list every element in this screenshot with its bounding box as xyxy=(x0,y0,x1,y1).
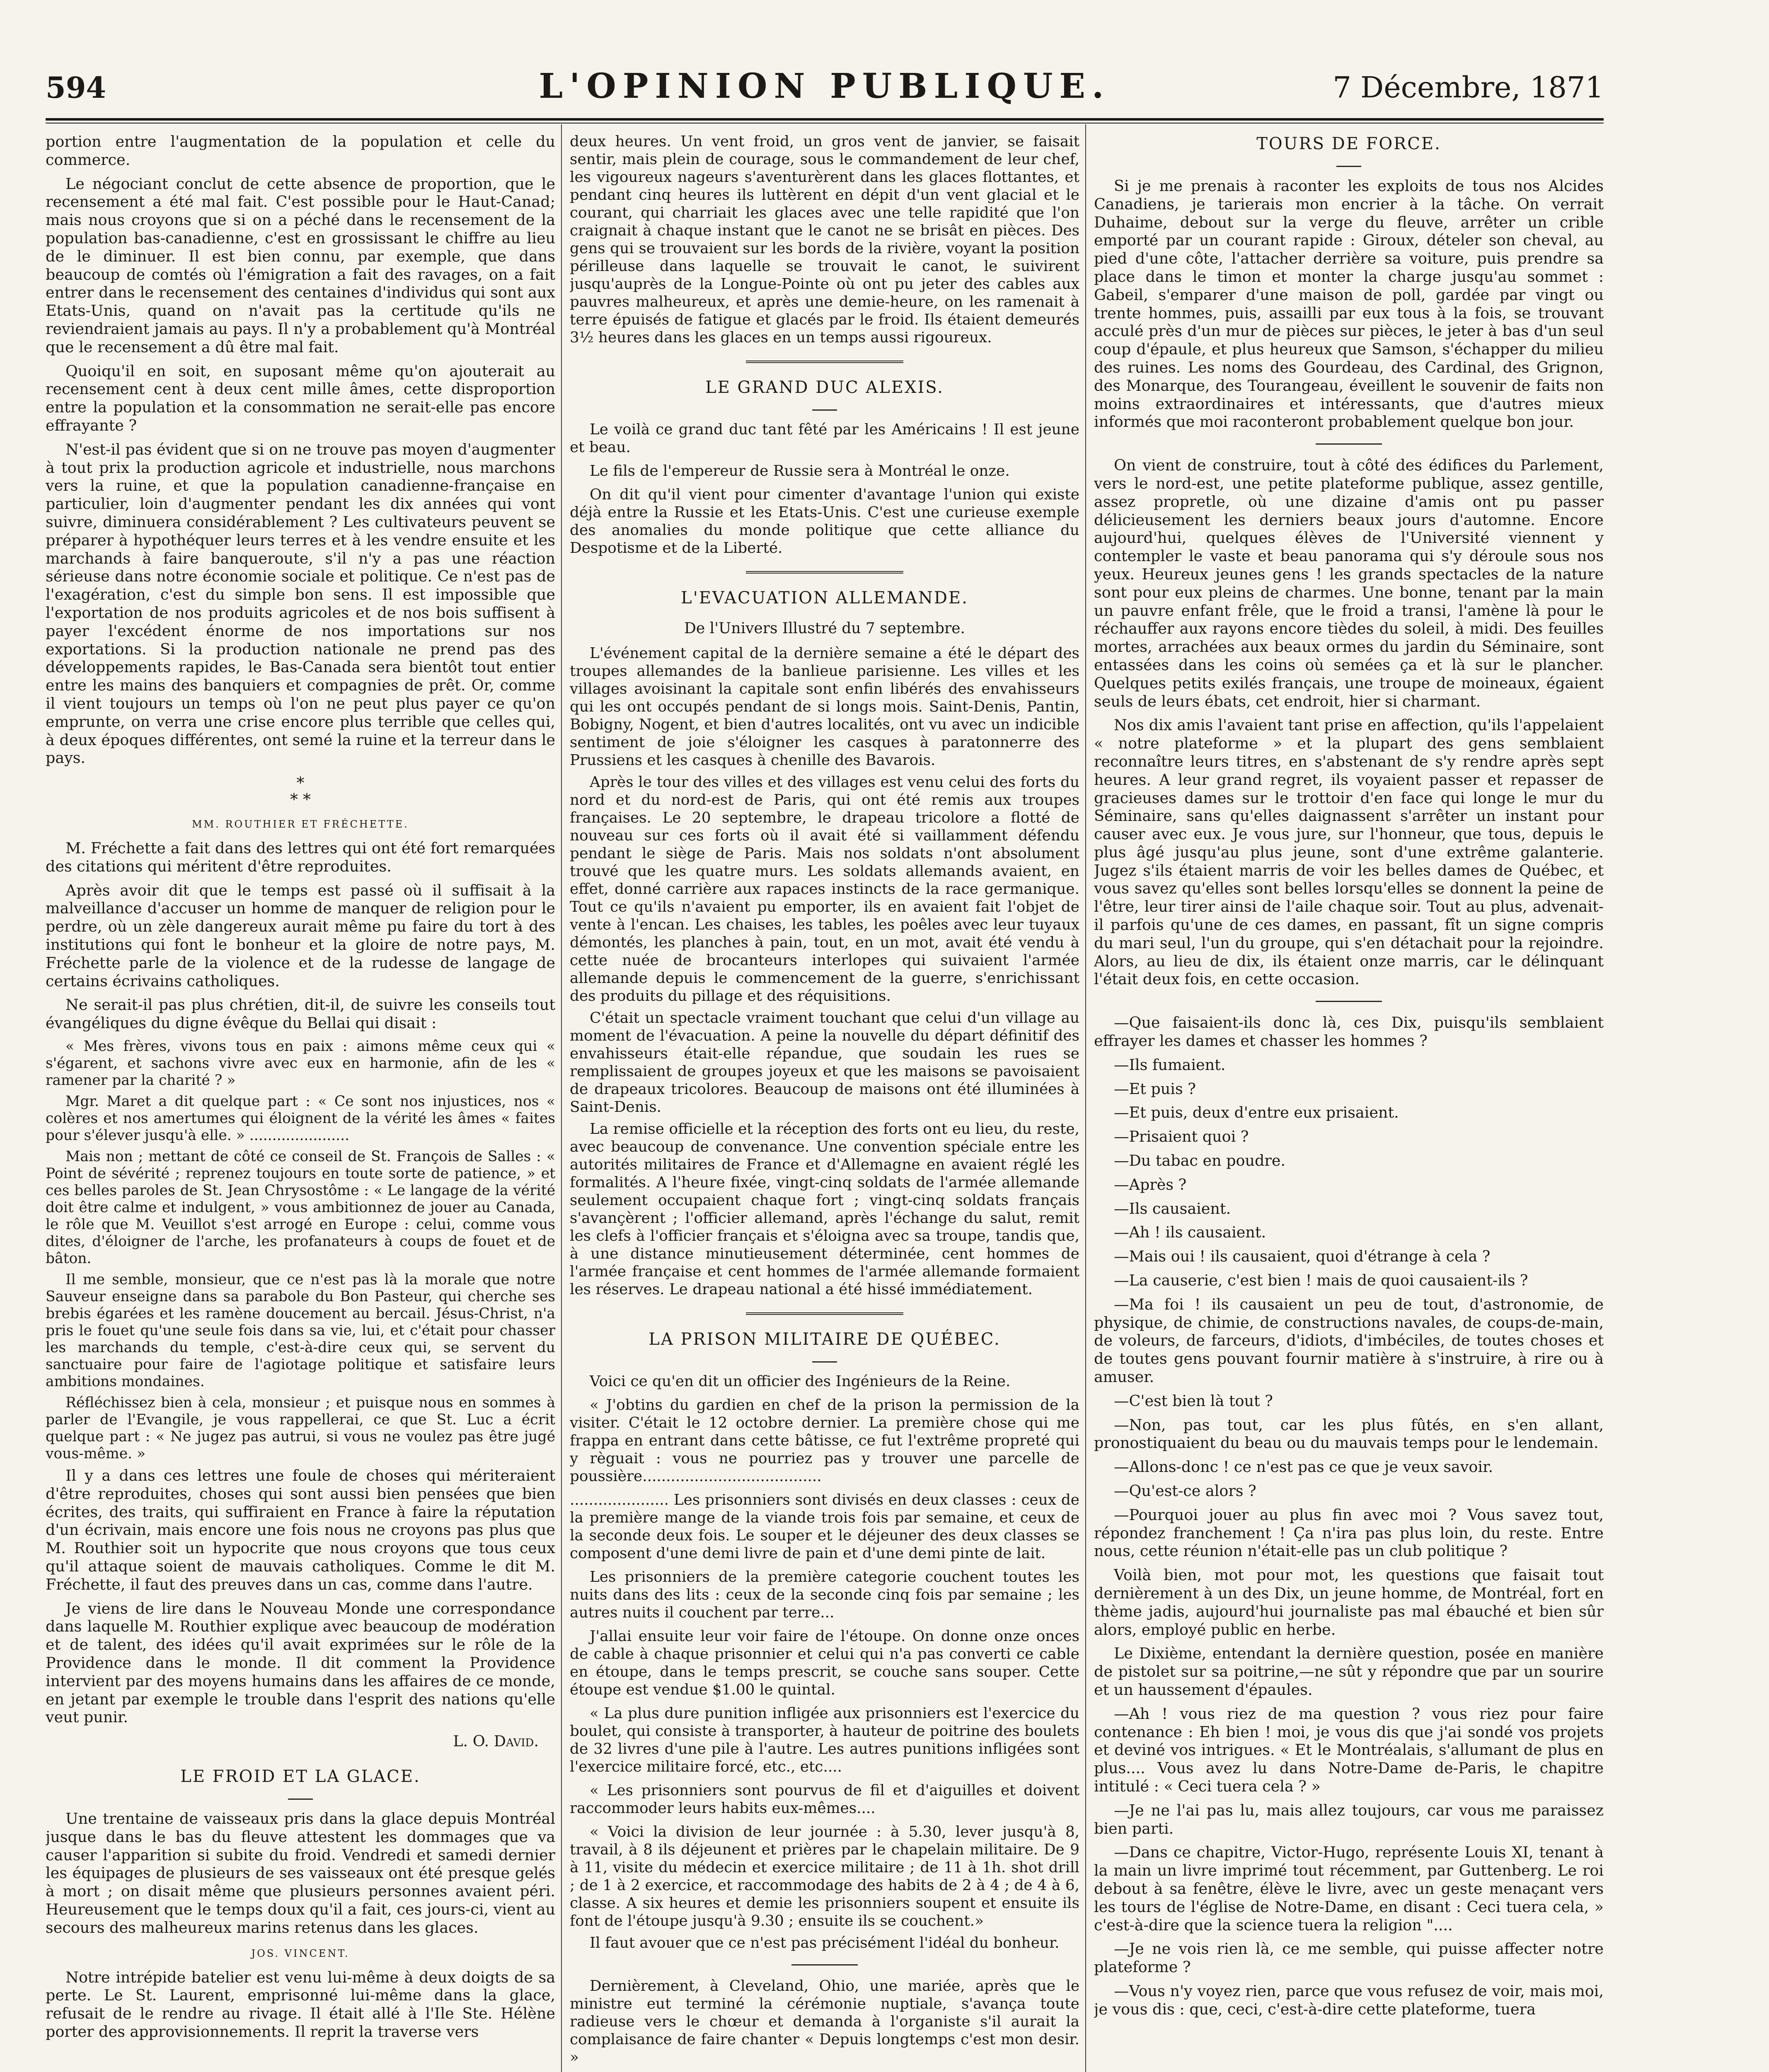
paragraph: Ne serait-il pas plus chrétien, dit-il, de suivre les conseils tout évangéliques du digne évêque du Bellai qui disait : xyxy=(46,996,555,1032)
article-heading: LE GRAND DUC ALEXIS. xyxy=(705,378,944,397)
paragraph: La remise officielle et la réception des forts ont eu lieu, du reste, avec beaucoup de convenance. Une convention spéciale entre les autorités militaires de France et d'Allemagne en avaient réglé les formalités. A l'heure fixée, vingt-cinq soldats de l'armée allemande seulement occupaient chaque fort ; vingt-cinq soldats français s'avançèrent ; l'officier allemand, après l'échange du salut, remit les clefs à l'officier français et s'éloigna avec sa troupe, tandis que, à une distance minutieusement déterminée, cent hommes de l'armée française et cent hommes de l'armée allemande formaient les réserves. Le drapeau national a été hissé immédiatement. xyxy=(570,1121,1079,1298)
dialogue-line: —Ils fumaient. xyxy=(1114,1055,1226,1074)
subsection-heading: MM. ROUTHIER ET FRÉCHETTE. xyxy=(192,818,409,830)
dialogue-line: —Que faisaient-ils donc là, ces Dix, puisqu'ils semblaient effrayer les dames et chasser les hommes ? xyxy=(1094,1014,1604,1050)
section-rule xyxy=(1316,443,1382,445)
paragraph: Le Dixième, entendant la dernière question, posée en manière de pistolet sur sa poitrine,—ne sût y répondre que par un sourire et un haussement d'épaules. xyxy=(1094,1644,1604,1699)
heading-rule xyxy=(812,1361,837,1363)
dialogue-line: —Ah ! ils causaient. xyxy=(1114,1223,1266,1242)
dialogue-line: —Non, pas tout, car les plus fûtés, en s'en allant, pronostiquaient du beau ou du mauvais temps pour le lendemain. xyxy=(1094,1416,1604,1452)
masthead xyxy=(46,66,1604,112)
paragraph: Je viens de lire dans le Nouveau Monde une correspondance dans laquelle M. Routhier explique avec beaucoup de modération et de talent, des idées qu'il avait exprimées sur le rôle de la Providence dans le monde. Il dit comment la Providence intervient par des moyens humains dans les affaires de ce monde, en jetant par exemple le trouble dans l'esprit des nations qu'elle veut punir. xyxy=(46,1599,555,1726)
dialogue-line: —Du tabac en poudre. xyxy=(1114,1152,1286,1170)
paragraph: Le fils de l'empereur de Russie sera à Montréal le onze. xyxy=(590,462,1010,479)
quotation-block xyxy=(46,1038,555,1462)
dialogue-line: —La causerie, c'est bien ! mais de quoi causaient-ils ? xyxy=(1114,1271,1528,1290)
paragraph: —Dans ce chapitre, Victor-Hugo, représente Louis XI, tenant à la main un livre imprimé tout récemment, par Guttenberg. Le roi debout à sa fenêtre, élève le livre, avec un geste menaçant vers les tours de l'église de Notre-Dame, en disant : Ceci tuera cela, » c'est-à-dire que la science tuera la religion ".... xyxy=(1094,1843,1604,1934)
quote-paragraph: Mais non ; mettant de côté ce conseil de St. François de Salles : « Point de sévérité ; reprenez toujours en toute sorte de patience, » et ces belles paroles de St. Jean Chrysostôme : « Le langage de la vérité doit être calme et indulgent, » vous ambitionnez de jouer au Canada, le rôle que M. Veuillot s'est arrogé en Europe : celui, comme vous dites, d'éloigner de l'arche, les profanateurs à coups de fouet et de bâton. xyxy=(46,1148,555,1267)
dialogue-line: —Qu'est-ce alors ? xyxy=(1114,1482,1256,1500)
paragraph: « J'obtins du gardien en chef de la prison la permission de la visiter. C'était le 12 octobre dernier. La première chose qui me frappa en entrant dans cette bâtisse, ce fut l'extrême propreté qui y règuait : vous ne pourriez pas y trouver une parcelle de poussière...................................... xyxy=(570,1397,1079,1485)
page-number: 594 xyxy=(46,70,106,105)
paragraph: —Je ne vois rien là, ce me semble, qui puisse affecter notre plateforme ? xyxy=(1094,1940,1604,1976)
dialogue-line: —Et puis, deux d'entre eux prisaient. xyxy=(1114,1104,1399,1122)
quote-paragraph: Réfléchissez bien à cela, monsieur ; et puisque nous en sommes à parler de l'Evangile, je vous rappellerai, ce que St. Luc a écrit quelque part : « Ne jugez pas autrui, si vous ne voulez pas être jugé vous-même. » xyxy=(46,1394,555,1462)
paragraph: On vient de construire, tout à côté des édifices du Parlement, vers le nord-est, une petite plateforme publique, assez gentille, assez propretle, où une dizaine d'amis ont pu passer délicieusement les derniers beaux jours d'automne. Encore aujourd'hui, quelques élèves de l'Université viennent y contempler le vaste et beau panorama qui s'y déroule sous nos yeux. Heureux jeunes gens ! les grands spectacles de la nature sont pour eux pleins de charmes. Une bonne, tenant par la main un pauvre enfant frêle, que le froid a transi, l'amène là pour le réchauffer aux rayons encore tièdes du soleil, à midi. Des feuilles mortes, arrachées aux beaux ormes du jardin du Séminaire, sont entassées dans les coins où semées ça et là sur le plancher. Quelques petits exilés français, une troupe de moineaux, égaient seuls de leurs ébats, cet endroit, hier si charmant. xyxy=(1094,456,1604,710)
schedule-block xyxy=(570,1823,1079,1930)
section-double-rule xyxy=(746,361,903,363)
paragraph: Il y a dans ces lettres une foule de choses qui mériteraient d'être reproduites, choses qui sont aussi bien pensées que bien écrites, des traits, qui suffiraient en France à faire la réputation d'un écrivain, mais encore une fois nous ne croyons pas plus que M. Routhier soit un hypocrite que nous croyons que tous ceux qu'il attaque soient de mauvais catholiques. Comme le dit M. Fréchette, il faut des preuves dans un cas, comme dans l'autre. xyxy=(46,1467,555,1593)
paragraph: deux heures. Un vent froid, un gros vent de janvier, se faisait sentir, mais plein de courage, sous le commandement de leur chef, les vigoureux nageurs s'aventurèrent dans les glaces flottantes, et pendant cinq heures ils luttèrent en dépit d'un vent glacial et le courant, qui charriait les glaces avec une telle rapidité que l'on craignait à chaque instant que le canot ne se brisât en pièces. Des gens qui se trouvaient sur les bords de la rivière, voyant la position périlleuse dans laquelle se trouvait le canot, le suivirent jusqu'auprès de la Longue-Pointe où ont pu jeter des cables aux pauvres malheureux, et après une demie-heure, on les ramenait à terre épuisés de fatigue et glacés par le froid. Ils étaient demeurés 3½ heures dans les glaces en un temps aussi rigoureux. xyxy=(570,133,1079,346)
heading-rule xyxy=(812,409,837,411)
dialogue-line: —C'est bien là tout ? xyxy=(1114,1392,1273,1410)
section-double-rule xyxy=(746,571,903,574)
heading-rule xyxy=(1336,166,1361,167)
paragraph: —Je ne l'ai pas lu, mais allez toujours, car vous me paraissez bien parti. xyxy=(1094,1801,1604,1837)
dialogue-line: —Après ? xyxy=(1114,1175,1187,1193)
article-heading: LE FROID ET LA GLACE. xyxy=(180,1767,421,1786)
subsection-heading: JOS. VINCENT. xyxy=(251,1947,350,1959)
paragraph: Une trentaine de vaisseaux pris dans la glace depuis Montréal jusque dans le bas du fleuve attestent les dommages que va causer l'apparition si subite du froid. Vendredi et samedi dernier les équipages de plusieurs de ses vaisseaux ont été presque gelés à mort ; on disait même que plusieurs personnes avaient péri. Heureusement que le temps doux qu'il a fait, ces jours-ci, vient au secours des malheureux marins retenus dans les glaces. xyxy=(46,1810,555,1936)
column-3 xyxy=(1094,133,1604,2072)
paragraph: Voilà bien, mot pour mot, les questions que faisait tout dernièrement à un des Dix, un jeune homme, de Montréal, fort en thème jadis, aujourd'hui journaliste pas mal ébauché et bien sûr alors, employé public en herbe. xyxy=(1094,1566,1604,1639)
section-rule xyxy=(791,1964,858,1965)
article-source: De l'Univers Illustré du 7 septembre. xyxy=(684,620,965,637)
dialogue-line: —Mais oui ! ils causaient, quoi d'étrange à cela ? xyxy=(1114,1247,1491,1266)
column-2 xyxy=(570,133,1079,2072)
section-rule xyxy=(1316,1001,1382,1002)
paragraph: Après avoir dit que le temps est passé où il suffisait à la malveillance d'accuser un homme de manquer de religion pour le perdre, où un zèle dangereux aurait même pu faire du tort à des institutions qui font le bonheur et la gloire de notre pays, M. Fréchette parle de la violence et de la rudesse de langage de certains écrivains catholiques. xyxy=(46,881,555,990)
dialogue-line: —Allons-donc ! ce n'est pas ce que je veux savoir. xyxy=(1114,1458,1493,1476)
section-double-rule xyxy=(746,1312,903,1315)
paragraph: Le voilà ce grand duc tant fêté par les Américains ! Il est jeune et beau. xyxy=(570,421,1079,456)
paragraph: L'événement capital de la dernière semaine a été le départ des troupes allemandes de la banlieue parisienne. Les villes et les villages avoisinant la capitale sont enfin libérés des envahisseurs qui les ont occupés pendant de si longs mois. Saint-Denis, Pantin, Bobigny, Nogent, et bien d'autres localités, ont vu avec un indicible sentiment de joie s'éloigner les casques à paratonnerre des Prussiens et les casques à chenille des Bavarois. xyxy=(570,645,1079,769)
column-divider xyxy=(561,124,562,2072)
paragraph: « La plus dure punition infligée aux prisonniers est l'exercice du boulet, qui consiste à transporter, à hauteur de poitrine des boulets de 32 livres d'une pile à l'autre. Les autres punitions infligées sont l'exercice militaire forcé, etc., etc.... xyxy=(570,1705,1079,1775)
masthead-rule xyxy=(46,118,1604,121)
paragraph: Quoiqu'il en soit, en suposant même qu'on ajouterait au recensement cent à deux cent mille âmes, cette disproportion entre la population et la consommation ne serait-elle pas encore effrayante ? xyxy=(46,362,555,434)
paragraph: J'allai ensuite leur voir faire de l'étoupe. On donne onze onces de cable à chaque prisonnier et celui qui n'a pas converti ce cable en étoupe, dans le temps prescrit, se couche sans souper. Cette étoupe est vendue $1.00 le quintal. xyxy=(570,1628,1079,1698)
paragraph: —Ah ! vous riez de ma question ? vous riez pour faire contenance : Eh bien ! moi, je vous dis que j'ai sondé vos projets et deviné vos intrigues. « Et le Montréalais, s'allumant de plus en plus.... Vous avez lu dans Notre-Dame de-Paris, le chapitre intitulé : « Ceci tuera cela ? » xyxy=(1094,1704,1604,1795)
paragraph: M. Fréchette a fait dans des lettres qui ont été fort remarquées des citations qui méritent d'être reproduites. xyxy=(46,839,555,875)
paragraph: Notre intrépide batelier est venu lui-même à deux doigts de sa perte. Le St. Laurent, emprisonné lui-même dans la glace, refusait de le rendre au rivage. Il était allé à l'Ile Ste. Hélène porter des approvisionnements. Il reprit la traverse vers xyxy=(46,1968,555,2041)
paragraph: Il faut avouer que ce n'est pas précisément l'idéal du bonheur. xyxy=(590,1934,1060,1951)
article-heading: LA PRISON MILITAIRE DE QUÉBEC. xyxy=(649,1330,1001,1349)
paragraph: Dernièrement, à Cleveland, Ohio, une mariée, après que le ministre eut terminé la cérémonie nuptiale, s'avança toute radieuse vers le chœur et demanda à l'organiste s'il aurait la complaisance de faire chanter « Depuis longtemps c'est mon desir. » xyxy=(570,1978,1079,2066)
newspaper-title: L'OPINION PUBLIQUE. xyxy=(539,66,1111,106)
paragraph: ..................... Les prisonniers sont divisés en deux classes : ceux de la première mange de la viande trois fois par semaine, et ceux de la seconde deux fois. Le souper et le déjeuner des deux classes se composent d'une demi livre de pain et d'une demi pinte de lait. xyxy=(570,1491,1079,1562)
dialogue-line: —Et puis ? xyxy=(1114,1080,1196,1098)
dialogue-line: —Pourquoi jouer au plus fin avec moi ? Vous savez tout, répondez franchement ! Ça n'ira pas plus loin, du reste. Entre nous, cette réunion n'était-elle pas un club politique ? xyxy=(1094,1506,1604,1560)
paragraph: N'est-il pas évident que si on ne trouve pas moyen d'augmenter à tout prix la production agricole et industrielle, nous marchons vers la ruine, et que la population canadienne-française en particulier, loin d'augmenter pendant les dix années qui vont suivre, diminuera considérablement ? Les cultivateurs peuvent se préparer à hypothéquer leurs terres et à les vendre ensuite et les marchands à faire banqueroute, s'il n'y a pas une réaction sérieuse dans notre économie sociale et politique. Ce n'est pas de l'exagération, c'est du simple bon sens. Il est impossible que l'exportation de nos produits agricoles et de nos bois suffisent à payer l'excédent énorme de nos importations sur nos exportations. Si la production nationale ne prend pas des développements rapides, le Bas-Canada sera bientôt tout entier entre les mains des banquiers et compagnies de prêt. Or, comme il vient toujours un temps où l'on ne peut plus payer ce qu'on emprunte, on verra une crise encore plus terrible que celles qui, à deux époques différentes, ont semé la ruine et la terreur dans le pays. xyxy=(46,440,555,767)
article-heading: TOURS DE FORCE. xyxy=(1256,134,1441,153)
heading-rule xyxy=(288,1798,313,1800)
issue-date: 7 Décembre, 1871 xyxy=(1333,70,1604,104)
paragraph: portion entre l'augmentation de la population et celle du commerce. xyxy=(46,133,555,169)
dialogue-line: —Prisaient quoi ? xyxy=(1114,1128,1249,1146)
column-1 xyxy=(46,133,555,2072)
paragraph: Nos dix amis l'avaient tant prise en affection, qu'ils l'appelaient « notre plateforme » et la plupart des gens semblaient reconnaître leurs titres, en s'abstenant de s'y rendre après sept heures. A leur grand regret, ils voyaient passer et repasser de gracieuses dames sur le trottoir d'en face qui longe le mur du Séminaire, sans qu'elles daignassent s'arrêter un instant pour causer avec eux. Je vous jure, sur l'honneur, que tous, depuis le plus âgé jusqu'au plus jeune, sont d'une extrême galanterie. Jugez s'ils étaient marris de voir les belles dames de Québec, et vous savez qu'elles sont belles lorsqu'elles se donnent la peine de l'être, leur tirer ainsi de l'aile chaque soir. Tout au plus, advenait-il parfois qu'une de ces dames, en passant, fît un signe compris du mari seul, l'un du groupe, qui s'en détachait pour la rejoindre. Alors, au lieu de dix, ils étaient onze marris, car le délinquant l'était deux fois, en cette occasion. xyxy=(1094,716,1604,988)
dialogue-line: —Ma foi ! ils causaient un peu de tout, d'astronomie, de physique, de chimie, de constructions navales, de coups-de-main, de voleurs, de farceurs, d'idiots, d'imbéciles, de toutes choses et de toutes gens pouvant fournir matière à s'instruire, à rire ou à amuser. xyxy=(1094,1295,1604,1386)
paragraph: Après le tour des villes et des villages est venu celui des forts du nord et du nord-est de Paris, qui ont été remis aux troupes françaises. Le 20 septembre, le drapeau tricolore a flotté de nouveau sur ces forts où il avait été si vaillamment défendu pendant le siège de Paris. Mais nos soldats n'ont absolument trouvé que les quatre murs. Les soldats allemands avaient, en effet, donné carrière aux rapaces instincts de la race germanique. Tout ce qu'ils n'avaient pu emporter, ils en avaient fait l'objet de vente à l'encan. Les chaises, les tables, les poêles avec leur tuyaux démontés, les planches à pain, tout, en un mot, avait été vendu à cette nuée de brocanteurs interlopes qui suivaient l'armée allemande depuis le commencement de la guerre, s'enrichissant des produits du pillage et des réquisitions. xyxy=(570,774,1079,1005)
article-body xyxy=(570,644,1079,1298)
paragraph: Si je me prenais à raconter les exploits de tous nos Alcides Canadiens, je tarierais mon encrier à la tâche. On verrait Duhaime, debout sur la verge du fleuve, arrêter un crible emporté par un courant rapide : Giroux, dételer son cheval, au pied d'une côte, l'attacher derrière sa voiture, puis prendre sa place dans le timon et monter la charge jusqu'au sommet : Gabeil, s'emparer d'une maison de poll, gardée par vingt ou trente hommes, puis, assailli par eux tous à la fois, se trouvant acculé près d'un mur de pièces sur pièces, le jeter à bas d'un seul coup d'épaule, et plus heureux que Samson, s'échapper du milieu des ruines. Les noms des Gourdeau, des Cardinal, des Grignon, des Monarque, des Tourangeau, éveillent le souvenir de faits non moins extraordinaires et intéressants, que d'autres mieux informés que moi raconteront probablement quelque bon jour. xyxy=(1094,177,1604,431)
dialogue-line: —Ils causaient. xyxy=(1114,1199,1231,1218)
paragraph: Les prisonniers de la première categorie couchent toutes les nuits dans des lits : ceux de la seconde cinq fois par semaine ; les autres nuits il couchent par terre... xyxy=(570,1569,1079,1621)
article-heading: L'EVACUATION ALLEMANDE. xyxy=(681,588,968,608)
author-signature: L. O. David. xyxy=(453,1732,539,1750)
column-divider xyxy=(1085,124,1086,2072)
asterism: * * * xyxy=(290,774,311,809)
quote-paragraph: Mgr. Maret a dit quelque part : « Ce sont nos injustices, nos « colères et nos amertumes qui éloignent de la vérité les âmes « faites pour s'élever jusqu'à elle. » ...................... xyxy=(46,1093,555,1144)
paragraph: C'était un spectacle vraiment touchant que celui d'un village au moment de l'évacuation. A peine la nouvelle du départ définitif des envahisseurs était-elle répandue, que soudain les rues se remplissaient de groupes joyeux et que les maisons se pavoisaient de drapeaux tricolores. Beaucoup de maisons ont été illuminées à Saint-Denis. xyxy=(570,1009,1079,1116)
quote-paragraph: Il me semble, monsieur, que ce n'est pas là la morale que notre Sauveur enseigne dans sa parabole du Bon Pasteur, qui cherche ses brebis égarées et les ramène doucement au bercail. Jésus-Christ, n'a pris le fouet qu'une seule fois dans sa vie, lui, et c'était pour chasser les marchands du temple, c'est-à-dire ceux qui, se servent du sanctuaire pour faire de l'agiotage politique et satisfaire leurs ambitions mondaines. xyxy=(46,1271,555,1390)
quote-paragraph: « Mes frères, vivons tous en paix : aimons même ceux qui « s'égarent, et sachons vivre avec eux en harmonie, afin de les « ramener par la charité ? » xyxy=(46,1038,555,1089)
paragraph: « Les prisonniers sont pourvus de fil et d'aiguilles et doivent raccommoder leurs habits eux-mêmes.... xyxy=(570,1782,1079,1817)
paragraph: —Vous n'y voyez rien, parce que vous refusez de voir, mais moi, je vous dis : que, ceci, c'est-à-dire cette plateforme, tuera xyxy=(1094,1982,1604,2018)
paragraph: Voici ce qu'en dit un officier des Ingénieurs de la Reine. xyxy=(590,1373,1011,1390)
paragraph: On dit qu'il vient pour cimenter d'avantage l'union qui existe déjà entre la Russie et les Etats-Unis. C'est une curieuse exemple des anomalies du monde politique que cette alliance du Despotisme et de la Liberté. xyxy=(570,486,1079,557)
paragraph: Le négociant conclut de cette absence de proportion, que le recensement a été mal fait. C'est possible pour le Haut-Canad; mais nous croyons que si on a péché dans le recensement de la population bas-canadienne, c'est en grossissant le chiffre au lieu de le diminuer. Il est bien connu, par exemple, que dans beaucoup de comtés où l'émigration a fait des ravages, on a fait entrer dans le recensement des centaines d'individus qui sont aux Etats-Unis, quand on n'avait pas la certitude qu'ils ne reviendraient jamais au pays. Il n'y a probablement qu'à Montréal que le recensement a dû être mal fait. xyxy=(46,174,555,356)
paragraph: « Voici la division de leur journée : à 5.30, lever jusqu'à 8, travail, à 8 ils déjeunent et prières par le chapelain militaire. De 9 à 11, visite du médecin et exercice militaire ; de 11 à 1h. shot drill ; de 1 à 2 exercice, et raccommodage des habits de 2 à 4 ; de 4 à 6, classe. A six heures et demie les prisonniers soupent et ensuite ils font de l'étoupe jusqu'à 9.30 ; ensuite ils se couchent.» xyxy=(570,1823,1079,1929)
